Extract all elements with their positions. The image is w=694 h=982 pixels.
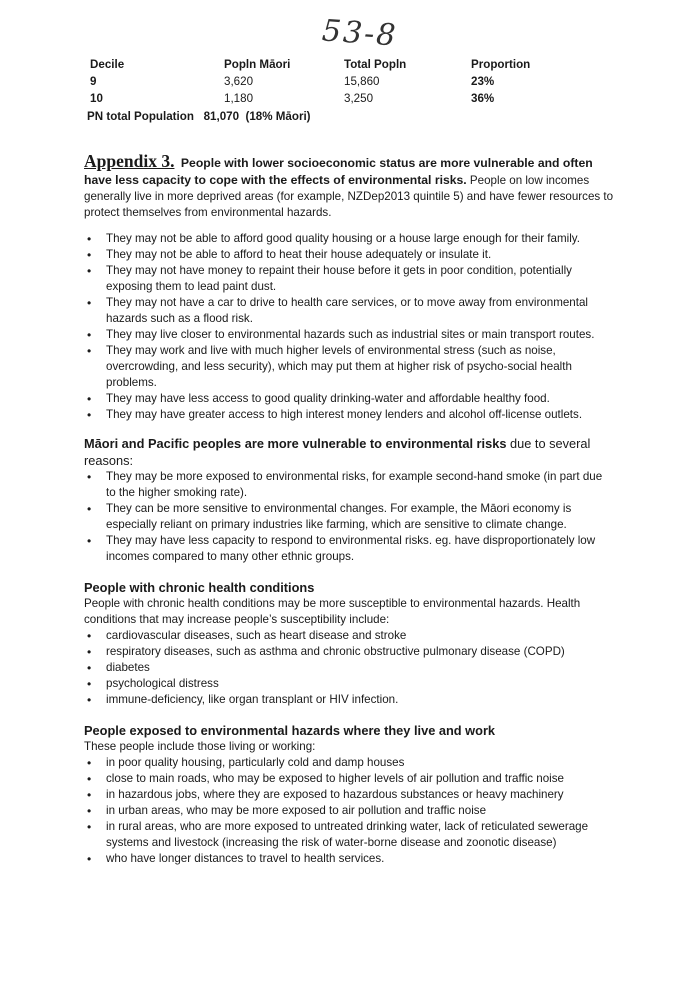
exposed-text: These people include those living or working: (84, 740, 316, 753)
heading-rest-part: due to several reasons: (84, 436, 591, 468)
table-cell: 9 (90, 75, 97, 88)
list-item: • They can be more sensitive to environmental changes. For example, the Māori economy is especially reliant on primary industries like farming, which are sensitive to climate change. (84, 501, 614, 533)
list-item: • in urban areas, who may be more exposed to air pollution and traffic noise (84, 803, 614, 819)
list-item: • They may work and live with much higher levels of environmental stress (such as noise, overcrowding, and less security), which may put them at higher risk of psycho-social health problems. (84, 343, 614, 391)
chronic-text: People with chronic health conditions may be more susceptible to environmental hazards. Health conditions that may increase people’s susceptibility include: (84, 597, 581, 626)
list-item: • who have longer distances to travel to health services. (84, 851, 614, 867)
list-item: • They may not be able to afford to heat their house adequately or insulate it. (84, 247, 614, 263)
list-item: • respiratory diseases, such as asthma and chronic obstructive pulmonary disease (COPD) (84, 644, 614, 660)
list-item: • They may have less access to good quality drinking-water and affordable healthy food. (84, 391, 614, 407)
appendix-text: People on low incomes generally live in more deprived areas (for example, NZDep2013 quintile 5) and have fewer resources to protect themselves from environmental hazards. (84, 174, 614, 219)
exposed-heading: People exposed to environmental hazards where they live and work (84, 723, 496, 738)
list-item: • immune-deficiency, like organ transplant or HIV infection. (84, 692, 614, 708)
list-item: • They may not have a car to drive to health care services, or to move away from environmental hazards such as a flood risk. (84, 295, 614, 327)
appendix-title: Appendix 3. (84, 151, 175, 171)
appendix-intro (84, 153, 614, 221)
exposed-section (84, 722, 614, 867)
handwritten-reference: 53-8 (320, 13, 399, 54)
table-cell: 23% (471, 75, 495, 88)
table-cell: 3,250 (344, 92, 374, 105)
heading-bold-part: Māori and Pacific peoples are more vulnerable to environmental risks (84, 436, 507, 451)
table-header-cell: Decile (90, 58, 125, 71)
chronic-section (84, 579, 614, 708)
total-population-line: PN total Population 81,070 (18% Māori) (87, 110, 311, 123)
table-header-cell: Popln Māori (224, 58, 291, 71)
chronic-heading: People with chronic health conditions (84, 580, 315, 595)
table-header-cell: Proportion (471, 58, 531, 71)
list-item: • They may not have money to repaint their house before it gets in poor condition, potentially exposing them to lead paint dust. (84, 263, 614, 295)
maori-pacific-bullets (84, 469, 614, 565)
list-item: • psychological distress (84, 676, 614, 692)
list-item: • close to main roads, who may be exposed to higher levels of air pollution and traffic noise (84, 771, 614, 787)
exposed-bullets (84, 755, 614, 867)
table-cell: 3,620 (224, 75, 254, 88)
list-item: • in poor quality housing, particularly cold and damp houses (84, 755, 614, 771)
list-item: • in rural areas, who are more exposed to untreated drinking water, lack of reticulated sewerage systems and livestock (increasing the risk of water-borne disease and zoonotic disease) (84, 819, 614, 851)
table-cell: 10 (90, 92, 103, 105)
chronic-bullets (84, 628, 614, 708)
list-item: • They may not be able to afford good quality housing or a house large enough for their family. (84, 231, 614, 247)
socioeconomic-bullets (84, 231, 614, 423)
list-item: • They may live closer to environmental hazards such as industrial sites or main transport routes. (84, 327, 614, 343)
maori-pacific-heading (84, 435, 614, 469)
table-header-cell: Total Popln (344, 58, 407, 71)
list-item: • They may have less capacity to respond to environmental risks. eg. have disproportionately low incomes compared to many other ethnic groups. (84, 533, 614, 565)
appendix-lead: People with lower socioeconomic status are more vulnerable and often have less capacity to cope with the effects of environmental risks. (84, 156, 593, 187)
main-content (84, 153, 614, 867)
list-item: • They may have greater access to high interest money lenders and alcohol off-license outlets. (84, 407, 614, 423)
table-cell: 1,180 (224, 92, 254, 105)
list-item: • in hazardous jobs, where they are exposed to hazardous substances or heavy machinery (84, 787, 614, 803)
table-cell: 36% (471, 92, 495, 105)
list-item: • They may be more exposed to environmental risks, for example second-hand smoke (in part due to the higher smoking rate). (84, 469, 614, 501)
maori-pacific-section (84, 435, 614, 565)
table-cell: 15,860 (344, 75, 380, 88)
list-item: • diabetes (84, 660, 614, 676)
list-item: • cardiovascular diseases, such as heart disease and stroke (84, 628, 614, 644)
